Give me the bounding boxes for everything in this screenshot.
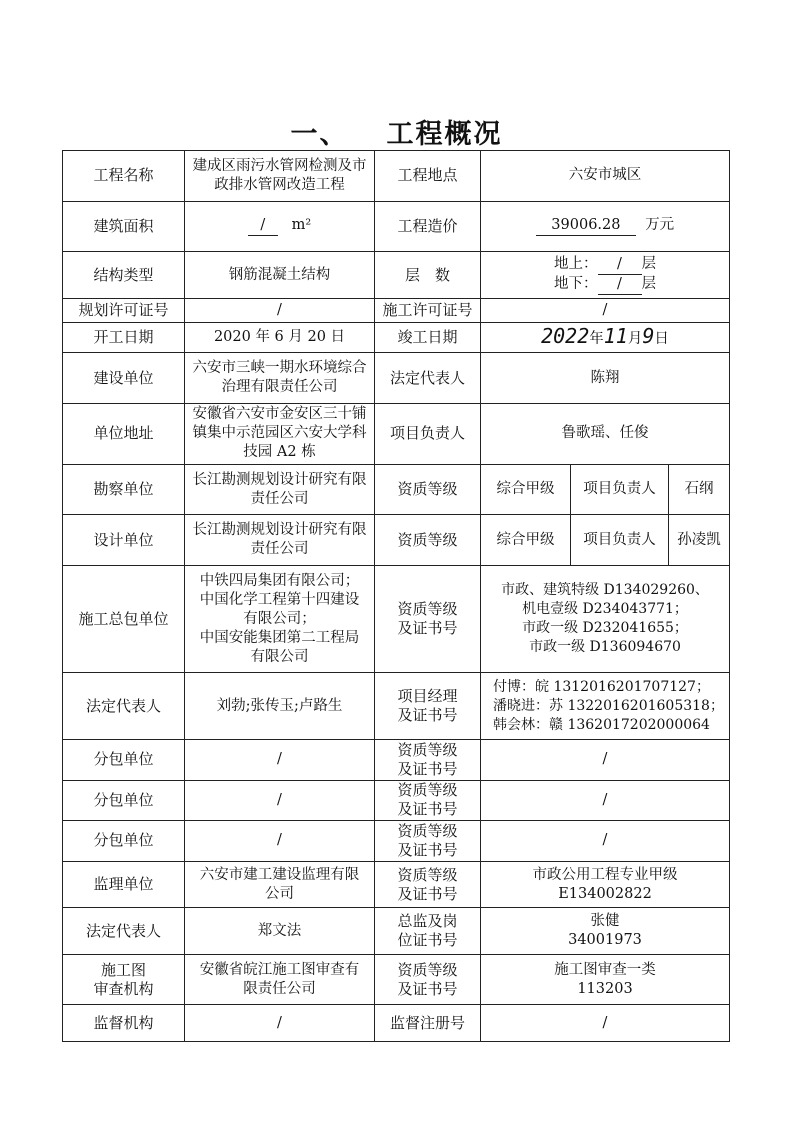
- label-supervisor-grade: 资质等级 及证书号: [375, 861, 481, 908]
- table-row: [63, 151, 730, 202]
- floors-above: 地上： / 层: [484, 255, 726, 275]
- value-owner: 六安市三峡一期水环境综合治理有限责任公司: [185, 353, 375, 404]
- label-drawing-review: 施工图 审查机构: [63, 954, 185, 1005]
- label-building-area: 建筑面积: [63, 201, 185, 252]
- project-overview-table: [62, 150, 730, 1042]
- value-supervisor-grade: 市政公用工程专业甲级 E134002822: [481, 861, 730, 908]
- label-start-date: 开工日期: [63, 323, 185, 353]
- table-row: [63, 673, 730, 740]
- cost-unit: 万元: [645, 217, 675, 234]
- label-project-cost: 工程造价: [375, 201, 481, 252]
- label-general-contractor: 施工总包单位: [63, 566, 185, 673]
- label-sub-grade: 资质等级 及证书号: [375, 780, 481, 821]
- label-construction-permit: 施工许可证号: [375, 298, 481, 322]
- label-review-grade: 资质等级 及证书号: [375, 954, 481, 1005]
- value-general-contractor: 中铁四局集团有限公司； 中国化学工程第十四建设 有限公司； 中国安能集团第二工程局 有限公司: [185, 566, 375, 673]
- cost-value: 39006.28: [536, 216, 636, 236]
- value-design-unit: 长江勘测规划设计研究有限责任公司: [185, 515, 375, 566]
- value-drawing-review: 安徽省皖江施工图审查有 限责任公司: [185, 954, 375, 1005]
- table-row: [63, 908, 730, 955]
- completion-month: 11: [603, 323, 628, 348]
- label-chief-supervisor: 总监及岗 位证书号: [375, 908, 481, 955]
- value-contractor-grade: 市政、建筑特级 D134029260、 机电壹级 D234043771； 市政一级 D232041655； 市政一级 D136094670: [481, 566, 730, 673]
- value-project-lead: 鲁歌瑶、任俊: [481, 404, 730, 465]
- value-review-grade: 施工图审查一类 113203: [481, 954, 730, 1005]
- label-survey-grade: 资质等级: [375, 464, 481, 515]
- value-supervisor-rep: 郑文法: [185, 908, 375, 955]
- value-sub-grade: /: [481, 821, 730, 862]
- area-value: /: [248, 216, 278, 236]
- table-row: [63, 861, 730, 908]
- value-structure-type: 钢筋混凝土结构: [185, 252, 375, 299]
- table-row: [63, 298, 730, 322]
- label-design-lead: 项目负责人: [571, 515, 669, 566]
- value-subcontractor: /: [185, 780, 375, 821]
- label-planning-permit: 规划许可证号: [63, 298, 185, 322]
- value-construction-permit: /: [481, 298, 730, 322]
- table-row: [63, 1005, 730, 1042]
- floors-below: 地下： / 层: [484, 275, 726, 295]
- value-survey-lead: 石纲: [669, 464, 730, 515]
- value-design-lead: 孙凌凯: [669, 515, 730, 566]
- label-survey-lead: 项目负责人: [571, 464, 669, 515]
- table-row: [63, 954, 730, 1005]
- label-project-manager: 项目经理 及证书号: [375, 673, 481, 740]
- value-subcontractor: /: [185, 740, 375, 781]
- table-row: [63, 201, 730, 252]
- value-subcontractor: /: [185, 821, 375, 862]
- value-legal-rep: 陈翔: [481, 353, 730, 404]
- label-design-grade: 资质等级: [375, 515, 481, 566]
- value-supervisor-unit: 六安市建工建设监理有限 公司: [185, 861, 375, 908]
- value-building-area: [185, 201, 375, 252]
- label-subcontractor: 分包单位: [63, 780, 185, 821]
- value-survey-grade: 综合甲级: [481, 464, 571, 515]
- table-row: [63, 740, 730, 781]
- table-row: [63, 252, 730, 299]
- value-sub-grade: /: [481, 780, 730, 821]
- table-row: [63, 566, 730, 673]
- value-design-grade: 综合甲级: [481, 515, 571, 566]
- label-inspection-agency: 监督机构: [63, 1005, 185, 1042]
- label-project-lead: 项目负责人: [375, 404, 481, 465]
- label-inspection-reg: 监督注册号: [375, 1005, 481, 1042]
- label-floors: 层 数: [375, 252, 481, 299]
- page-title: [0, 112, 793, 151]
- value-project-manager: 付博：皖 1312016201707127； 潘晓进：苏 1322016201605318； 韩会林：赣 1362017202000064: [481, 673, 730, 740]
- label-project-name: 工程名称: [63, 151, 185, 202]
- label-sub-grade: 资质等级 及证书号: [375, 740, 481, 781]
- value-project-name: 建成区雨污水管网检测及市政排水管网改造工程: [185, 151, 375, 202]
- area-unit: m²: [291, 217, 312, 234]
- completion-year: 2022: [541, 323, 590, 348]
- completion-day: 9: [642, 323, 655, 348]
- label-structure-type: 结构类型: [63, 252, 185, 299]
- section-number: 一、: [290, 119, 349, 150]
- label-design-unit: 设计单位: [63, 515, 185, 566]
- value-contractor-rep: 刘勃;张传玉;卢路生: [185, 673, 375, 740]
- table-row: [63, 821, 730, 862]
- value-start-date: 2020 年 6 月 20 日: [185, 323, 375, 353]
- value-project-cost: [481, 201, 730, 252]
- table-row: [63, 515, 730, 566]
- value-project-location: 六安市城区: [481, 151, 730, 202]
- value-floors: [481, 252, 730, 299]
- value-planning-permit: /: [185, 298, 375, 322]
- label-contractor-rep: 法定代表人: [63, 673, 185, 740]
- label-completion-date: 竣工日期: [375, 323, 481, 353]
- section-title: 工程概况: [386, 119, 503, 150]
- table-row: [63, 404, 730, 465]
- value-completion-date: 2022年11月9日: [481, 323, 730, 353]
- label-project-location: 工程地点: [375, 151, 481, 202]
- table-row: [63, 353, 730, 404]
- table-row: [63, 323, 730, 353]
- label-contractor-grade: 资质等级 及证书号: [375, 566, 481, 673]
- value-address: 安徽省六安市金安区三十铺镇集中示范园区六安大学科技园 A2 栋: [185, 404, 375, 465]
- label-supervisor-rep: 法定代表人: [63, 908, 185, 955]
- label-sub-grade: 资质等级 及证书号: [375, 821, 481, 862]
- table-row: [63, 780, 730, 821]
- label-supervisor-unit: 监理单位: [63, 861, 185, 908]
- label-address: 单位地址: [63, 404, 185, 465]
- label-owner: 建设单位: [63, 353, 185, 404]
- label-legal-rep: 法定代表人: [375, 353, 481, 404]
- value-inspection-reg: /: [481, 1005, 730, 1042]
- label-subcontractor: 分包单位: [63, 740, 185, 781]
- label-subcontractor: 分包单位: [63, 821, 185, 862]
- value-chief-supervisor: 张健 34001973: [481, 908, 730, 955]
- label-survey-unit: 勘察单位: [63, 464, 185, 515]
- value-survey-unit: 长江勘测规划设计研究有限责任公司: [185, 464, 375, 515]
- table-row: [63, 464, 730, 515]
- value-sub-grade: /: [481, 740, 730, 781]
- value-inspection-agency: /: [185, 1005, 375, 1042]
